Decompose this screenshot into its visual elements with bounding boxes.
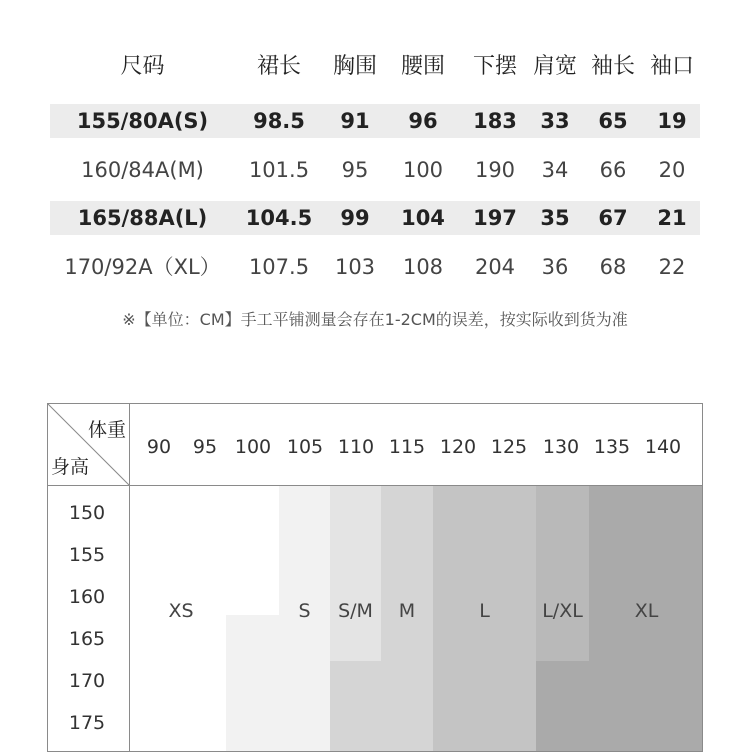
weight-label: 95: [192, 436, 218, 458]
height-label: 170: [68, 670, 106, 692]
table-cell: 22: [658, 255, 686, 279]
table-cell: 19: [657, 109, 687, 133]
table-cell: 183: [473, 109, 517, 133]
table-cell: 101.5: [248, 158, 310, 182]
weight-label: 105: [286, 436, 324, 458]
table-cell: 204: [474, 255, 516, 279]
table-row: [50, 104, 700, 138]
size-label-s: S: [298, 600, 311, 622]
table-cell: 34: [541, 158, 569, 182]
size-label-l: L: [479, 600, 490, 622]
table-cell: 108: [402, 255, 444, 279]
header-waist: 腰围: [400, 54, 445, 79]
weight-header: [130, 404, 702, 486]
size-label-xl: XL: [634, 600, 659, 622]
weight-label: 140: [644, 436, 682, 458]
weight-label: 115: [388, 436, 426, 458]
weight-label: 100: [234, 436, 272, 458]
table-row: [50, 201, 700, 235]
table-cell: 95: [341, 158, 369, 182]
table-cell: 170/92A（XL）: [64, 255, 221, 279]
table-cell: 190: [474, 158, 516, 182]
table-cell: 99: [340, 206, 370, 230]
table-cell: 104: [401, 206, 445, 230]
chart-corner: [48, 404, 130, 486]
region-sm: [330, 486, 381, 661]
height-label: 175: [68, 712, 106, 734]
weight-label: 130: [542, 436, 580, 458]
measurement-note: ※【单位：CM】手工平铺测量会存在1-2CM的误差，按实际收到货为准: [122, 310, 628, 329]
table-cell: 96: [408, 109, 438, 133]
table-cell: 21: [657, 206, 687, 230]
weight-label: 135: [593, 436, 631, 458]
height-label: 155: [68, 544, 106, 566]
height-weight-chart: [47, 403, 703, 752]
weight-label: 110: [337, 436, 375, 458]
height-label: 150: [68, 502, 106, 524]
table-cell: 160/84A(M): [81, 158, 204, 182]
table-cell: 68: [599, 255, 627, 279]
weight-label: 120: [439, 436, 477, 458]
table-cell: 197: [473, 206, 517, 230]
region-s-lower: [226, 615, 279, 752]
table-cell: 67: [598, 206, 628, 230]
header-size: 尺码: [120, 54, 165, 79]
size-label-m: M: [398, 600, 416, 622]
header-skirt-length: 裙长: [256, 54, 301, 79]
table-cell: 20: [658, 158, 686, 182]
table-cell: 98.5: [253, 109, 305, 133]
weight-label: 125: [490, 436, 528, 458]
header-cuff: 袖口: [649, 54, 694, 79]
height-label: 165: [68, 628, 106, 650]
height-label: 160: [68, 586, 106, 608]
header-sleeve-length: 袖长: [590, 54, 635, 79]
table-cell: 36: [541, 255, 569, 279]
header-bust: 胸围: [332, 54, 377, 79]
header-shoulder: 肩宽: [532, 54, 577, 79]
table-cell: 107.5: [248, 255, 310, 279]
table-cell: 35: [540, 206, 570, 230]
table-cell: 65: [598, 109, 628, 133]
table-row: [50, 153, 700, 187]
table-cell: 33: [540, 109, 570, 133]
size-table-header: [50, 50, 700, 84]
region-xl-lower: [536, 661, 589, 752]
table-cell: 165/88A(L): [77, 206, 208, 230]
header-hem: 下摆: [472, 54, 517, 79]
height-column: [48, 486, 130, 751]
table-cell: 155/80A(S): [76, 109, 209, 133]
height-axis-label: 身高: [51, 456, 90, 478]
table-cell: 66: [599, 158, 627, 182]
size-label-xs: XS: [168, 600, 194, 622]
table-cell: 104.5: [245, 206, 313, 230]
table-cell: 103: [334, 255, 376, 279]
size-label-sm: S/M: [338, 600, 373, 622]
table-row: [50, 250, 700, 284]
region-lxl: [536, 486, 589, 661]
weight-axis-label: 体重: [87, 419, 126, 441]
weight-label: 90: [146, 436, 172, 458]
region-m-lower: [330, 661, 381, 752]
table-cell: 91: [340, 109, 370, 133]
table-cell: 100: [402, 158, 444, 182]
size-label-lxl: L/XL: [542, 600, 583, 622]
